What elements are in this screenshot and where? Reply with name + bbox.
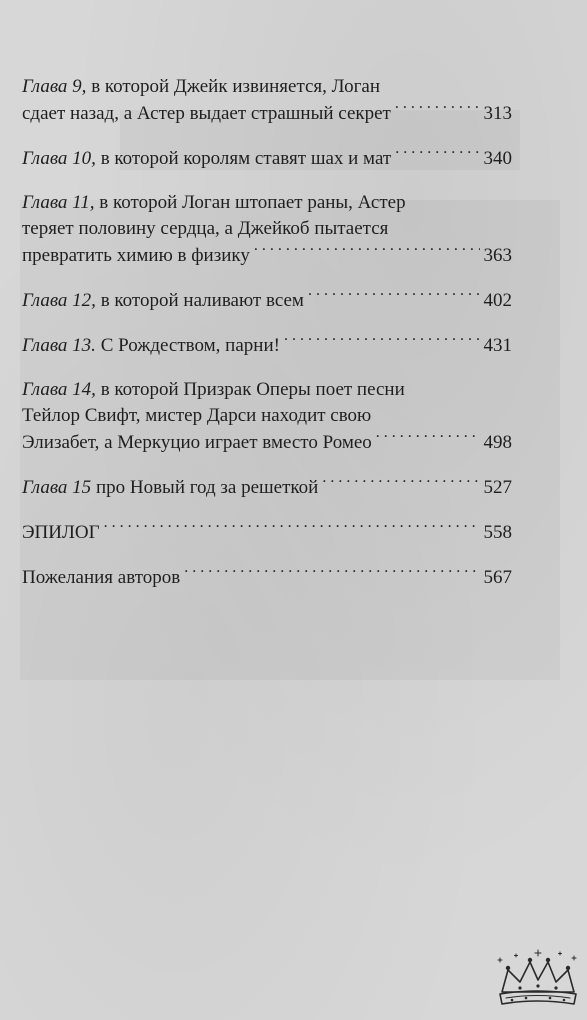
chapter-title-part: Элизабет, а Меркуцио играет вместо Ромео [22, 432, 372, 453]
toc-line: теряет половину сердца, а Джейкоб пытается [22, 218, 389, 239]
chapter-title-part: в которой Логан штопает раны, Астер [94, 192, 406, 213]
page-number: 340 [483, 148, 512, 169]
chapter-title [22, 475, 318, 501]
chapter-title [22, 146, 391, 172]
chapter-label: Глава 14, [22, 379, 96, 400]
chapter-title-part: С Рождеством, парни! [95, 335, 280, 356]
dot-leader [284, 332, 480, 351]
toc-line-with-page [22, 145, 512, 172]
toc-line-with-page [22, 287, 512, 314]
dot-leader [254, 242, 480, 261]
page-number: 558 [483, 522, 512, 543]
toc-line-with-page [22, 474, 512, 501]
dot-leader [322, 474, 479, 493]
toc-line-with-page [22, 564, 512, 591]
page-number: 567 [483, 567, 512, 588]
dot-leader [308, 287, 480, 306]
toc-entry-chapter-15[interactable] [22, 474, 512, 501]
epilogue-title: ЭПИЛОГ [22, 522, 100, 543]
chapter-title-part: в которой наливают всем [95, 290, 304, 311]
chapter-title-part: про Новый год за решеткой [91, 477, 319, 498]
chapter-title [22, 288, 304, 314]
page-number: 363 [483, 245, 512, 266]
toc-line: Тейлор Свифт, мистер Дарси находит свою [22, 405, 372, 426]
chapter-title-part: сдает назад, а Астер выдает страшный секрет [22, 103, 391, 124]
table-of-contents [22, 74, 512, 609]
chapter-title-part: в которой Призрак Оперы поет песни [95, 379, 405, 400]
toc-line [22, 377, 512, 403]
toc-entry-chapter-10[interactable] [22, 145, 512, 172]
dot-leader [184, 564, 479, 583]
toc-entry-chapter-9[interactable] [22, 74, 512, 127]
chapter-label: Глава 15 [22, 477, 92, 498]
page-number: 431 [483, 335, 512, 356]
chapter-label: Глава 13. [22, 335, 96, 356]
toc-line-with-page [22, 332, 512, 359]
dot-leader [104, 519, 480, 538]
chapter-label: Глава 11, [22, 192, 95, 213]
chapter-title-part: превратить химию в физику [22, 245, 250, 266]
chapter-title [22, 333, 280, 359]
toc-entry-chapter-11[interactable] [22, 190, 512, 269]
toc-entry-authors-wishes[interactable] [22, 564, 512, 591]
toc-entry-epilogue[interactable] [22, 519, 512, 546]
page-number: 498 [483, 432, 512, 453]
toc-line [22, 74, 512, 100]
dot-leader [395, 145, 479, 164]
chapter-title-part: в которой королям ставят шах и мат [95, 148, 392, 169]
authors-wishes-title: Пожелания авторов [22, 567, 181, 588]
toc-line [22, 190, 512, 216]
chapter-label: Глава 10, [22, 148, 96, 169]
toc-line-with-page [22, 100, 512, 127]
toc-line-with-page [22, 429, 512, 456]
crown-icon [494, 948, 580, 1012]
toc-entry-chapter-12[interactable] [22, 287, 512, 314]
page-number: 313 [483, 103, 512, 124]
toc-entry-chapter-13[interactable] [22, 332, 512, 359]
toc-line-with-page [22, 519, 512, 546]
chapter-title-part: в которой Джейк извиняется, Логан [86, 76, 380, 97]
page-number: 527 [483, 477, 512, 498]
page-number: 402 [483, 290, 512, 311]
toc-entry-chapter-14[interactable] [22, 377, 512, 456]
chapter-label: Глава 9, [22, 76, 87, 97]
dot-leader [376, 429, 480, 448]
chapter-label: Глава 12, [22, 290, 96, 311]
toc-line-with-page [22, 242, 512, 269]
dot-leader [395, 100, 480, 119]
